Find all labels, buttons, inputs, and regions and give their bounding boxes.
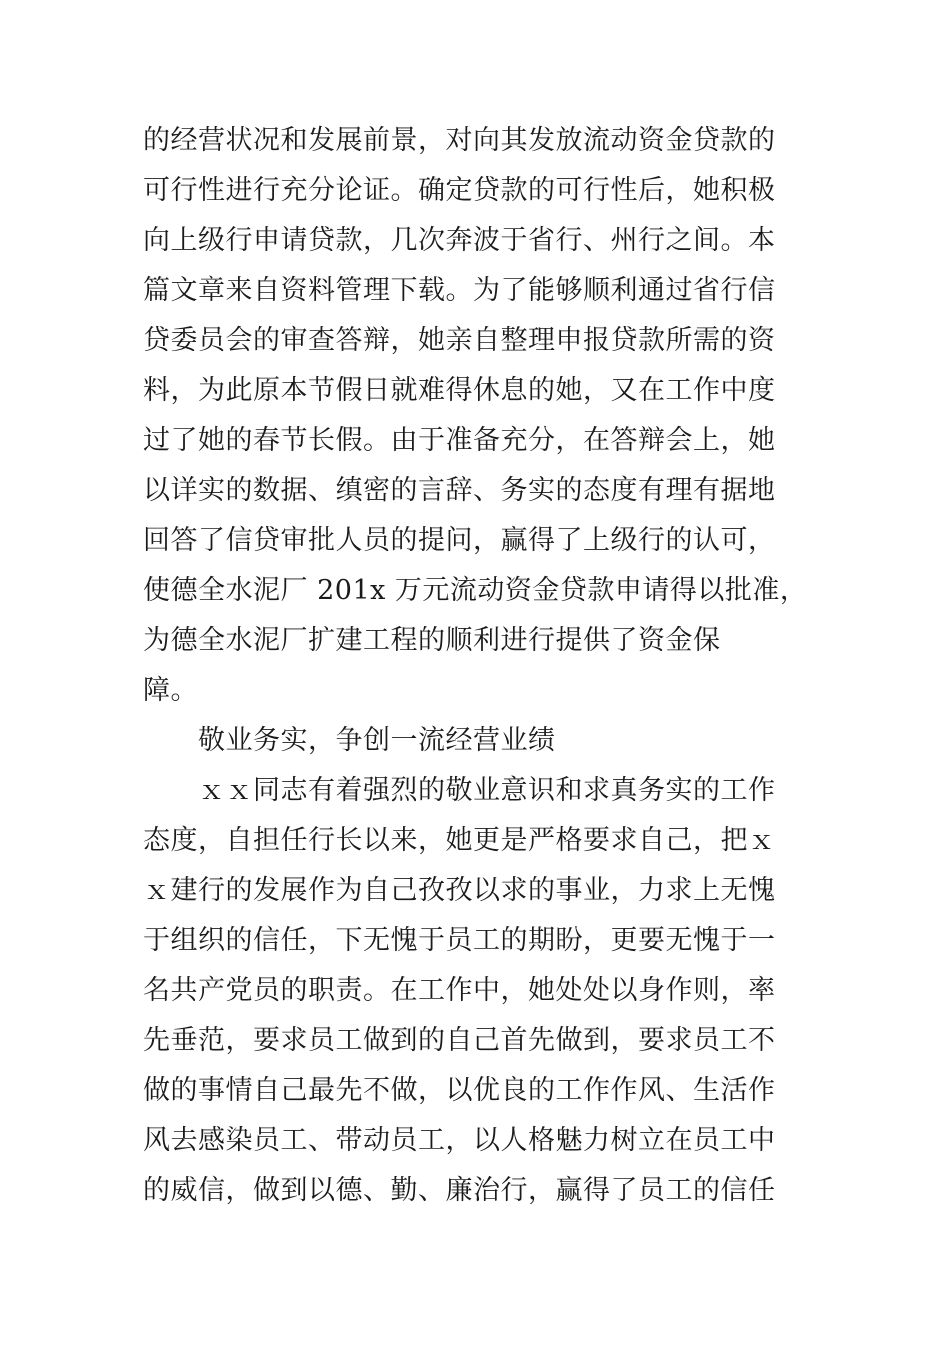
text-line: 向上级行申请贷款，几次奔波于省行、州行之间。本 [143, 225, 776, 256]
text-line: 为德全水泥厂扩建工程的顺利进行提供了资金保 [143, 625, 721, 656]
text-line: 的威信，做到以德、勤、廉治行，赢得了员工的信任 [143, 1175, 776, 1206]
text-line: 风去感染员工、带动员工，以人格魅力树立在员工中 [143, 1125, 776, 1156]
text-line: 先垂范，要求员工做到的自己首先做到，要求员工不 [143, 1025, 776, 1056]
text-line: 的经营状况和发展前景，对向其发放流动资金贷款的 [143, 125, 776, 156]
section-heading: 敬业务实，争创一流经营业绩 [198, 725, 556, 756]
text-line: 做的事情自己最先不做，以优良的工作作风、生活作 [143, 1075, 776, 1106]
text-line: ｘ建行的发展作为自己孜孜以求的事业，力求上无愧 [143, 875, 776, 906]
text-line: 态度，自担任行长以来，她更是严格要求自己，把ｘ [143, 825, 776, 856]
text-line: 障。 [143, 675, 198, 706]
text-line: 篇文章来自资料管理下载。为了能够顺利通过省行信 [143, 275, 776, 306]
text-line: 料，为此原本节假日就难得休息的她，又在工作中度 [143, 375, 776, 406]
text-line: 可行性进行充分论证。确定贷款的可行性后，她积极 [143, 175, 776, 206]
text-line: 于组织的信任，下无愧于员工的期盼，更要无愧于一 [143, 925, 776, 956]
text-line: 过了她的春节长假。由于准备充分，在答辩会上，她 [143, 425, 776, 456]
text-line: 以详实的数据、缜密的言辞、务实的态度有理有据地 [143, 475, 776, 506]
text-line: 使德全水泥厂 201x 万元流动资金贷款申请得以批准， [143, 575, 808, 606]
text-line: 名共产党员的职责。在工作中，她处处以身作则，率 [143, 975, 776, 1006]
text-line: 贷委员会的审查答辩，她亲自整理申报贷款所需的资 [143, 325, 776, 356]
text-line: 回答了信贷审批人员的提问，赢得了上级行的认可， [143, 525, 776, 556]
text-line: ｘｘ同志有着强烈的敬业意识和求真务实的工作 [198, 775, 776, 806]
